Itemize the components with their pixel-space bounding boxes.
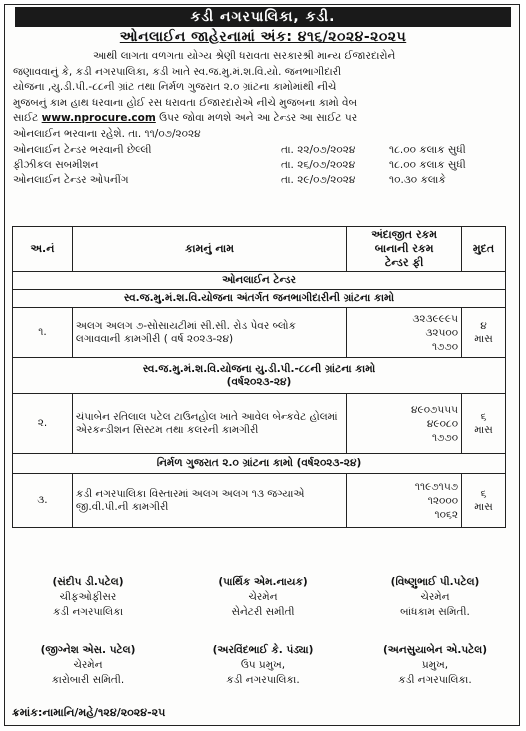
works-table [12, 226, 506, 528]
schedule-row [13, 173, 513, 188]
website-link[interactable]: www.nprocure.com [41, 112, 156, 124]
signatory-name: (અરવિંદભાઈ કે. પંડ્યા) [212, 644, 314, 656]
section-row [13, 454, 506, 474]
signatory-org: કારોબારી સમિતી. [51, 674, 125, 686]
section-heading-2-line1: સ્વ.જ.મુ.મં.શ.વિ.યોજના યુ.ડી.પી.-૮૮ની ગ્રાંટના કામો [142, 362, 376, 375]
schedule-date: તા. ૨૯/૦૭/૨૦૨૪ [281, 174, 356, 186]
duration-value: ૬ [480, 487, 487, 500]
row-number: ૨. [13, 394, 73, 454]
notice-number: ઓનલાઈન જાહેરનામાં અંક: ૪૧૬/૨૦૨૪-૨૦૨૫ [119, 29, 407, 45]
work-name: કડી નગરપાલિકા વિસ્તારમાં અલગ અલગ ૧૩ જગ્યાએ જી.વી.પી.ની કામગીરી [72, 474, 346, 528]
schedule-time: ૧૦.૩૦ કલાકે [389, 174, 446, 186]
section-row [13, 290, 506, 308]
duration-cell [462, 474, 506, 528]
estimate-amount: ૩૨૩૯૯૯૫ [412, 312, 459, 325]
deposit-amount: ૪૯૦૮૦ [426, 417, 459, 430]
section-heading-2 [13, 358, 506, 394]
tender-fee: ૧૦૬૨ [434, 508, 459, 521]
signatory-title: પ્રમુખ, [421, 659, 449, 671]
col-header-deposit: બાનાની રકમ [374, 242, 434, 255]
schedule-label: ઓનલાઈન ટેન્ડર ભરવાની છેલ્લી [13, 144, 152, 156]
signatory-title: ચેરમેન [420, 591, 450, 603]
col-header-estimate: અંદાજીત રકમ [371, 228, 438, 241]
signatory-name: (જીગ્નેશ એસ. પટેલ) [40, 644, 136, 656]
signatory-title: ચેરમેન [73, 659, 103, 671]
signatory-org: કડી નગરપાલિકા. [226, 674, 300, 686]
signatory-name: (વિષ્ણુભાઈ પી.પટેલ) [390, 576, 480, 588]
signatory-title: ઉપ પ્રમુખ, [240, 659, 286, 671]
section-heading-2-line2: (વર્ષ૨૦૨૩-૨૪) [226, 375, 292, 388]
signatory [355, 575, 515, 620]
signatory-name: (સંદીપ ડી.પટેલ) [52, 576, 124, 588]
deposit-amount: ૧૨૦૦૦ [427, 494, 459, 507]
duration-unit: માસ [474, 423, 493, 436]
col-header-fee: ટેન્ડર ફી [384, 256, 424, 269]
online-tender-row [13, 272, 506, 290]
duration-cell [462, 308, 506, 358]
section-heading-3: નિર્મળ ગુજરાત ૨.૦ ગ્રાંટના કામો (વર્ષ૨૦૨૩-૨૪) [13, 454, 506, 474]
signatory-org: બાંધકામ સમિતી. [400, 606, 470, 618]
schedule-date: તા. ૨૬/૦૭/૨૦૨૪ [281, 159, 356, 171]
amount-cell [347, 474, 462, 528]
work-name: ચંપાબેન રતિલાલ પટેલ ટાઉનહોલ ખાતે આવેલ બેન્કવેટ હોલમાં એરકન્ડીશન સિસ્ટમ તથા કલરની કામગીરી [72, 394, 346, 454]
intro-text: સાઈટ [13, 112, 39, 124]
tender-fee: ૧૭૭૦ [431, 431, 459, 444]
signatory [8, 643, 168, 688]
intro-line: મુજબનું કામ હાથ ધરવાના હોઈ રસ ધરાવતા ઈજારદારોએ નીચે મુજબના કામો વેબ [13, 96, 358, 109]
signatory-title: ચીફઓફીસર [59, 591, 117, 603]
signatory-org: સેનેટરી સમીતી [231, 606, 295, 618]
duration-unit: માસ [474, 332, 493, 345]
intro-line: યોજના ,યુ.ડી.પી.-૮૮ની ગ્રાંટ તથા નિર્મળ ગુજરાત ૨.૦ ગ્રાંટના કામોમાંથી નીચે [13, 81, 337, 93]
amount-cell [347, 394, 462, 454]
online-tender-heading: ઓનલાઈન ટેન્ડર [13, 272, 506, 290]
signatory-name: (અનસુયાબેન એ.પટેલ) [382, 644, 487, 656]
intro-text: ઉપર જોવા મળશે અને આ ટેન્ડર આ સાઈટ પર [159, 112, 358, 124]
signatory-title: ચેરમેન [248, 591, 278, 603]
signatory-org: કડી નગરપાલિકા. [398, 674, 472, 686]
schedule-label: ઓનલાઈન ટેન્ડર ઓપનીંગ [13, 174, 129, 186]
tender-fee: ૧૭૭૦ [431, 340, 459, 353]
intro-line: જણાવવાનું કે, કડી નગરપાલિકા, કડી ખાતે સ્વ.જ.મુ.મં.શ.વિ.યો. જનભાગીદારી [13, 65, 342, 78]
row-number: ૩. [13, 474, 73, 528]
notice-title: કડી નગરપાલિકા, કડી. [15, 7, 511, 27]
duration-cell [462, 394, 506, 454]
reference-number: ક્રમાંક:નામાનિ/મહે/૧૨૪/૨૦૨૪-૨૫ [12, 706, 166, 719]
schedule-time: ૧૮.૦૦ કલાક સુધી [389, 159, 466, 171]
row-number: ૧. [13, 308, 73, 358]
schedule-row [13, 158, 513, 173]
section-row [13, 358, 506, 394]
col-header-no: અ.નં [13, 227, 73, 272]
duration-value: ૬ [480, 410, 487, 423]
table-row [13, 474, 506, 528]
section-heading-1: સ્વ.જ.મુ.મં.શ.વિ.યોજના અંતર્ગત જનભાગીદારીની ગ્રાંટના કામો [13, 290, 506, 308]
table-row [13, 308, 506, 358]
schedule-label: ફીઝીકલ સબમીશન [13, 159, 99, 171]
col-header-work: કામનું નામ [72, 227, 346, 272]
intro-line: ઓનલાઈન ભરવાના રહેશે. તા. ૧૧/૦૭/૨૦૨૪ [13, 127, 201, 140]
col-header-duration: મુદત [462, 227, 506, 272]
signatory-name: (પાર્થિક એમ.નાયક) [218, 576, 308, 588]
work-name: અલગ અલગ ૭-સોસાયટીમાં સી.સી. રોડ પેવર બ્લોક લગાવવાની કામગીરી ( વર્ષ ૨૦૨૩-૨૪) [72, 308, 346, 358]
intro-line [13, 111, 513, 127]
schedule-row [13, 143, 513, 158]
signatory-org: કડી નગરપાલિકા [52, 606, 124, 618]
estimate-amount: ૪૯૦૭૫૫૫ [410, 403, 459, 416]
intro-paragraph [13, 49, 513, 142]
schedule-time: ૧૮.૦૦ કલાક સુધી [389, 144, 466, 156]
duration-value: ૪ [480, 319, 487, 332]
col-header-amount [347, 227, 462, 272]
intro-line: આથી લાગતા વળગતા યોગ્ય શ્રેણી ધરાવતા સરકારશ્રી માન્ય ઈજારદારોને [93, 50, 396, 62]
signatory [183, 575, 343, 620]
signatory [355, 643, 515, 688]
duration-unit: માસ [474, 500, 493, 513]
table-header-row [13, 227, 506, 272]
amount-cell [347, 308, 462, 358]
signatory [183, 643, 343, 688]
table-row [13, 394, 506, 454]
estimate-amount: ૧૧૯૭૧૫૭ [414, 480, 459, 493]
signatory [8, 575, 168, 620]
deposit-amount: ૩૨૫૦૦ [425, 326, 459, 339]
schedule-date: તા. ૨૨/૦૭/૨૦૨૪ [281, 144, 356, 156]
